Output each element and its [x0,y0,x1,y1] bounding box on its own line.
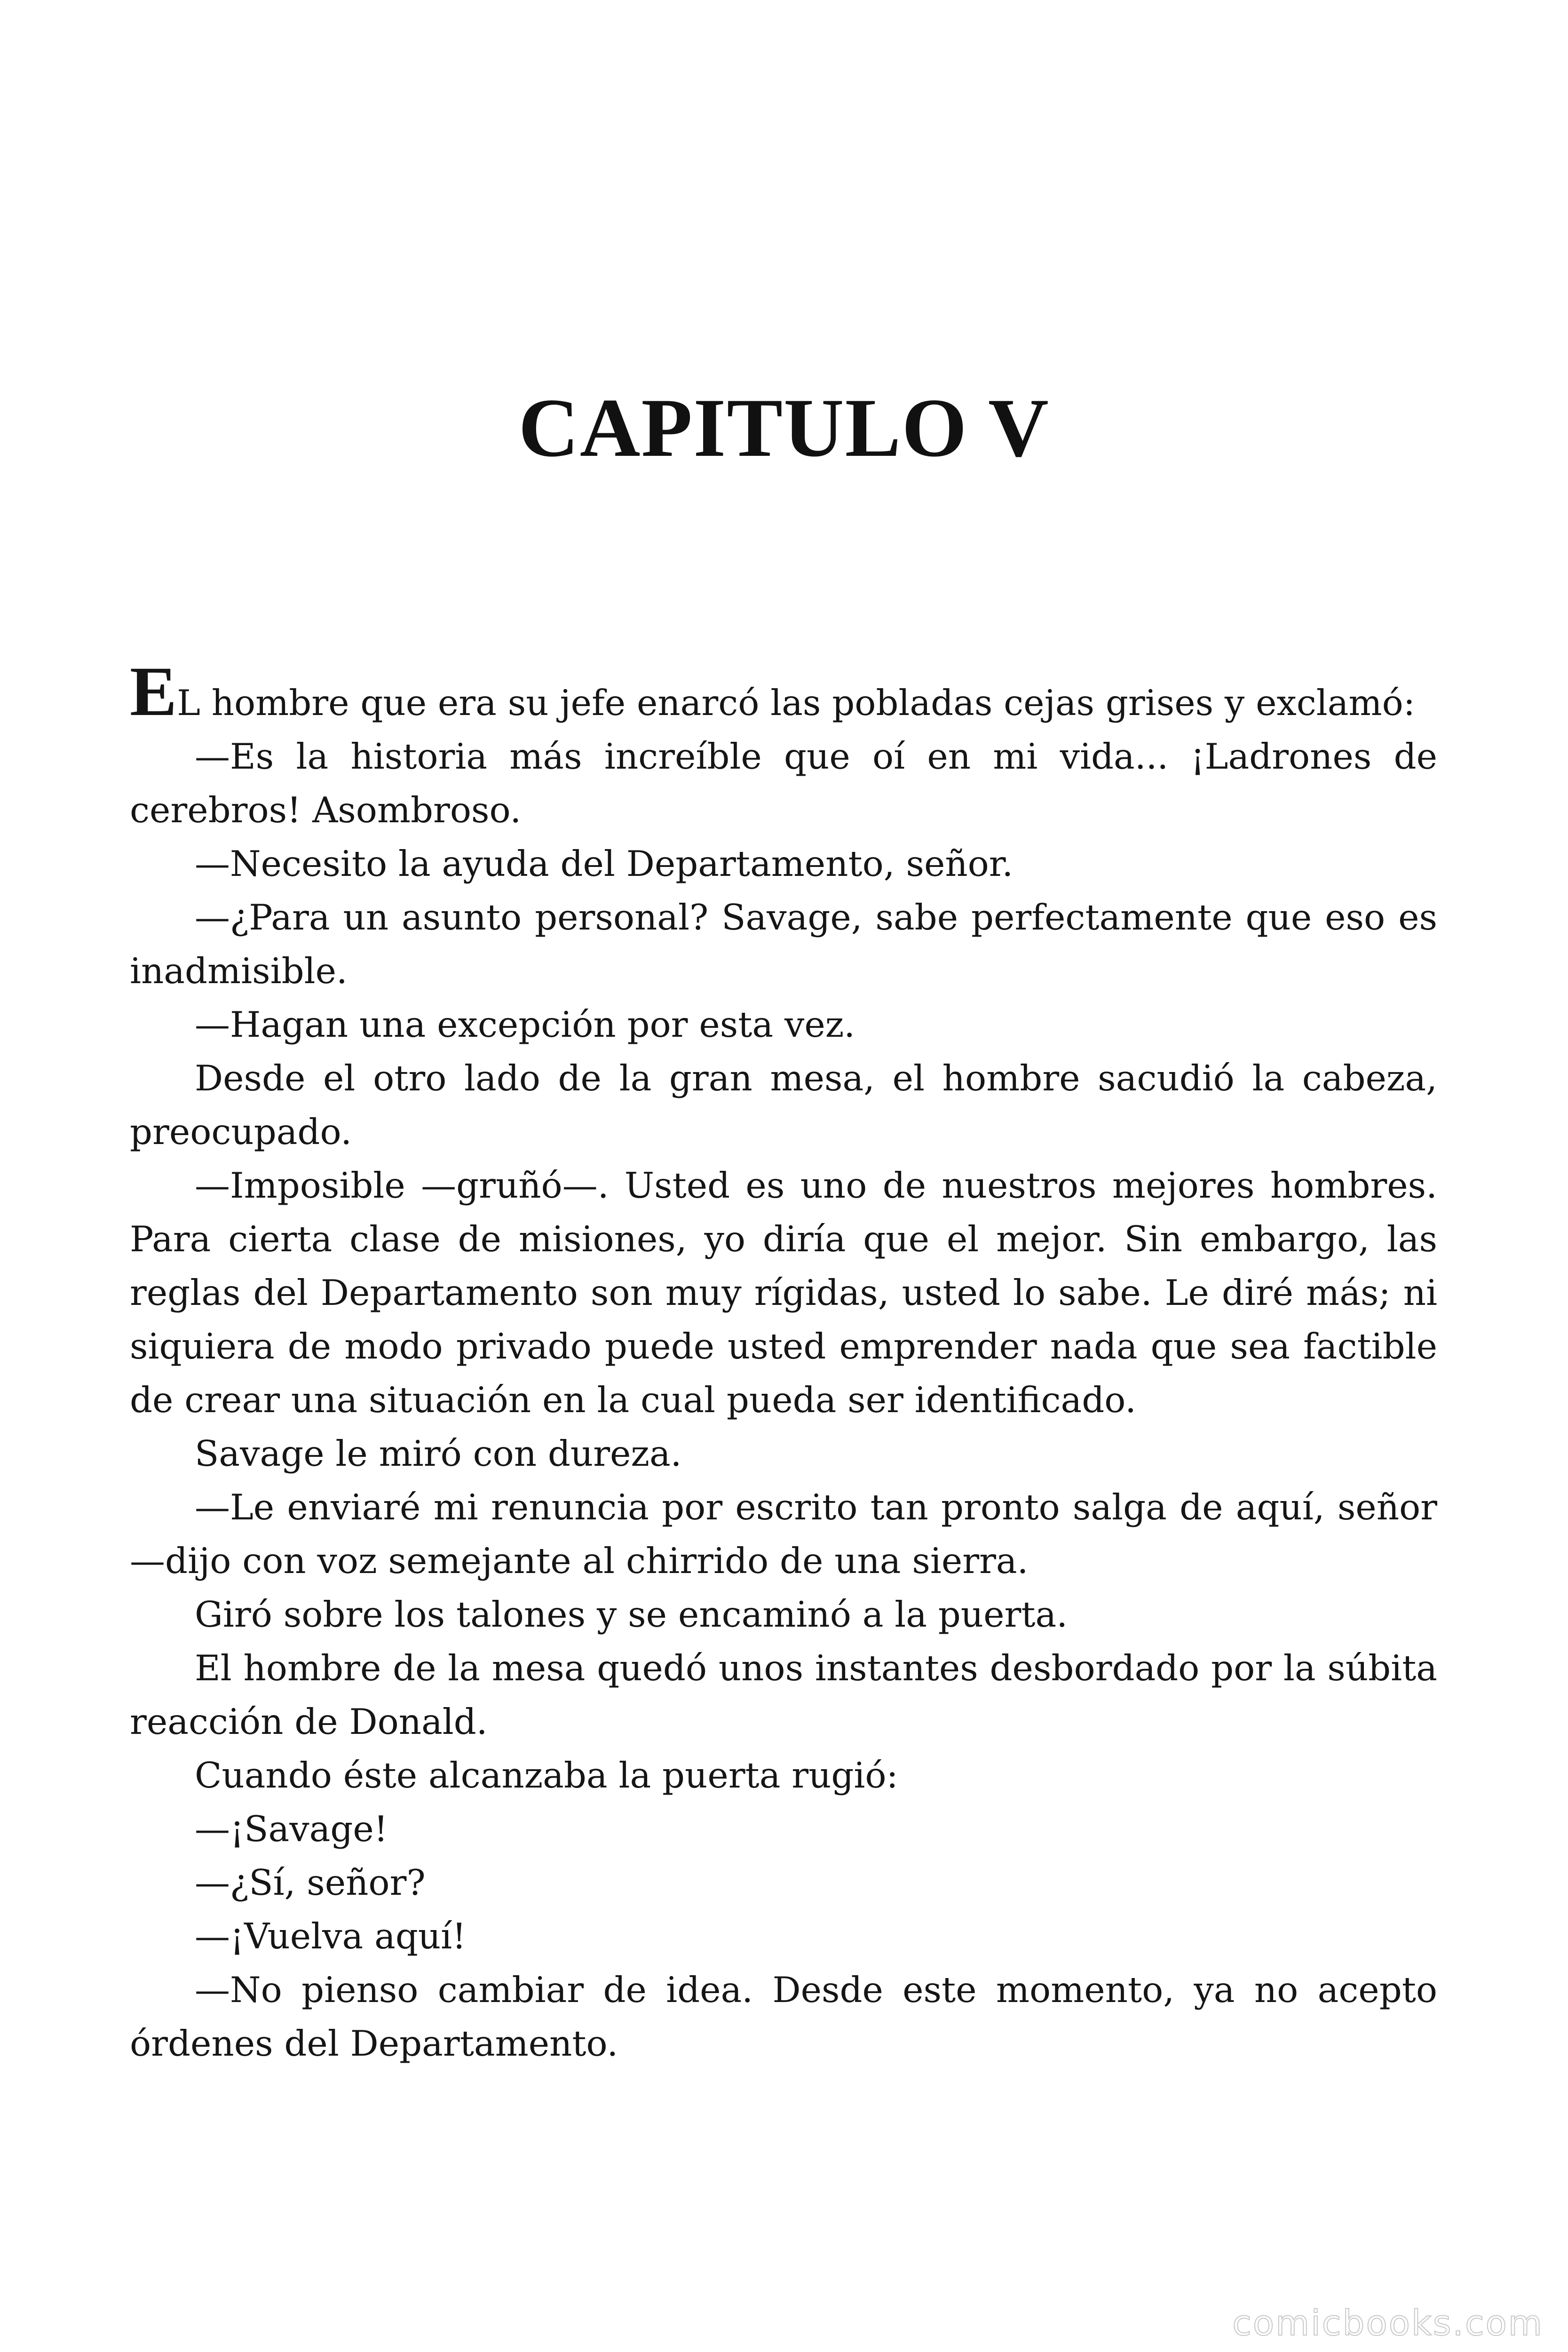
paragraph: —Hagan una excepción por esta vez. [195,1004,855,1045]
paragraph: —Le enviaré mi renuncia por escrito tan pronto salga de aquí, señor —dijo con voz semejante al chirrido de una sierra. [130,1486,1437,1581]
paragraph: Desde el otro lado de la gran mesa, el hombre sacudió la cabeza, preocupado. [130,1057,1437,1152]
site-watermark: comicbooks.com [1232,2303,1544,2344]
paragraph: —¿Sí, señor? [195,1862,426,1903]
paragraph: Savage le miró con dureza. [195,1433,682,1474]
paragraph: —Necesito la ayuda del Departamento, señor. [195,843,1014,884]
chapter-title: CAPITULO V [518,381,1050,474]
paragraph: —¡Savage! [195,1808,388,1850]
opening-paragraph [130,652,1437,731]
paragraph: —Imposible —gruñó—. Usted es uno de nuestros mejores hombres. Para cierta clase de misiones, yo diría que el mejor. Sin embargo, las reglas del Departamento son muy rígidas, usted lo sabe. Le diré más; ni siquiera de modo privado puede usted emprender nada que sea factible de crear una situación en la cual pueda ser identificado. [130,1165,1437,1421]
paragraph: —¡Vuelva aquí! [195,1915,467,1957]
paragraph: —No pienso cambiar de idea. Desde este momento, ya no acepto órdenes del Departamento. [130,1969,1437,2064]
paragraph: Cuando éste alcanzaba la puerta rugió: [195,1755,898,1796]
chapter-body [130,652,1437,2070]
paragraph: —¿Para un asunto personal? Savage, sabe perfectamente que eso es inadmisible. [130,897,1437,992]
opening-paragraph-text: hombre que era su jefe enarcó las pobladas cejas grises y exclamó: [200,682,1416,723]
paragraph: El hombre de la mesa quedó unos instantes desbordado por la súbita reacción de Donald. [130,1647,1437,1742]
paragraph: Giró sobre los talones y se encaminó a la puerta. [195,1594,1068,1635]
small-caps-lead: L [177,682,200,723]
paragraph: —Es la historia más increíble que oí en mi vida... ¡Ladrones de cerebros! Asombroso. [130,736,1437,831]
drop-cap-letter: E [130,652,177,731]
